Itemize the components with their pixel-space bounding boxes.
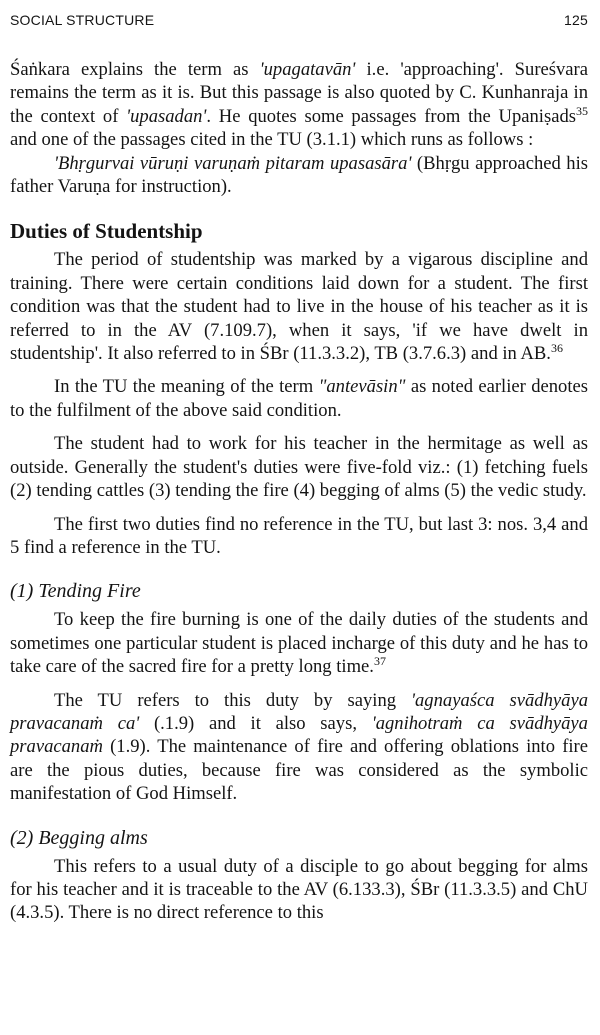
p1-text-a: Śaṅkara explains the term as bbox=[10, 59, 260, 80]
p8-text-a: The TU refers to this duty by saying bbox=[54, 689, 412, 711]
p1-text-f: and one of the passages cited in the TU (3.1.1) which runs as follows : bbox=[10, 129, 534, 151]
footnote-ref-37: 37 bbox=[373, 654, 386, 669]
paragraph-7 bbox=[10, 608, 588, 678]
page-body bbox=[10, 58, 588, 925]
subsection-heading-tending-fire: (1) Tending Fire bbox=[10, 580, 141, 603]
p1-term-upasadan: 'upasadan' bbox=[126, 105, 207, 127]
paragraph-6: The first two duties find no reference in the TU, but last 3: nos. 3,4 and 5 find a reference in the TU. bbox=[10, 513, 588, 558]
quote-translation: (Bhṛgu approached his father Varuṇa for instruction). bbox=[10, 152, 588, 198]
footnote-ref-35: 35 bbox=[576, 103, 588, 118]
p1-text-c: i.e. 'approaching'. Sureśvara remains the term as it is. But this passage is also quoted by C. Kunhanraja in the context of bbox=[10, 59, 588, 127]
paragraph-2 bbox=[10, 152, 588, 199]
paragraph-9: This refers to a usual duty of a disciple to go about begging for alms for his teacher and it is traceable to the AV (6.133.3), ŚBr (11.3.3.5) and ChU (4.3.5). There is no direct reference to this bbox=[10, 855, 588, 924]
p8-text-c: (.1.9) and it also says, bbox=[139, 712, 372, 734]
p1-term-upagatavan: 'upagatavān' bbox=[259, 59, 356, 80]
p8-term-agnayasca: 'agnayaśca svādhyāya pravacanaṁ ca' bbox=[10, 689, 588, 734]
p4-text-a: In the TU the meaning of the term bbox=[54, 376, 319, 398]
subsection-heading-begging-alms: (2) Begging alms bbox=[10, 826, 148, 849]
page-header bbox=[10, 12, 588, 36]
running-title: SOCIAL STRUCTURE bbox=[10, 12, 155, 28]
paragraph-3 bbox=[10, 248, 588, 365]
sanskrit-quote: 'Bhṛgurvai vūruṇi varuṇaṁ pitaram upasasāra' bbox=[54, 152, 412, 174]
p8-term-agnihotram: 'agnihotraṁ ca svādhyāya pravacanaṁ bbox=[10, 712, 588, 758]
p4-text-c: as noted earlier denotes to the fulfilment of the above said condition. bbox=[10, 376, 588, 421]
footnote-ref-36: 36 bbox=[550, 341, 563, 356]
paragraph-5: The student had to work for his teacher in the hermitage as well as outside. Generally the student's duties were five-fold viz.: (1) fetching fuels (2) tending cattles (3) tending the fire (4) begging of alms (5) the vedic study. bbox=[10, 433, 588, 502]
paragraph-1 bbox=[10, 58, 588, 152]
p1-text-e: . He quotes some passages from the Upaniṣads bbox=[206, 105, 576, 127]
section-heading-duties: Duties of Studentship bbox=[10, 219, 203, 244]
page-number: 125 bbox=[564, 12, 588, 28]
paragraph-8 bbox=[10, 689, 588, 806]
p4-term-antevasin: "antevāsin" bbox=[318, 376, 406, 398]
p3-text: The period of studentship was marked by a vigarous discipline and training. There were certain conditions laid down for a student. The first condition was that the student had to live in the house of his teacher as it is referred to in the AV (7.109.7), when it says, 'if we have dwelt in studentship'. It also referred to in ŚBr (11.3.3.2), TB (3.7.6.3) and in AB. bbox=[10, 249, 588, 365]
p8-text-e: (1.9). The maintenance of fire and offering oblations into fire are the pious duties, because fire was considered as the symbolic manifestation of God Himself. bbox=[10, 736, 588, 805]
p7-text: To keep the fire burning is one of the daily duties of the students and sometimes one particular student is placed incharge of this duty and he has to take care of the sacred fire for a pretty long time. bbox=[10, 609, 588, 678]
paragraph-4 bbox=[10, 375, 588, 422]
